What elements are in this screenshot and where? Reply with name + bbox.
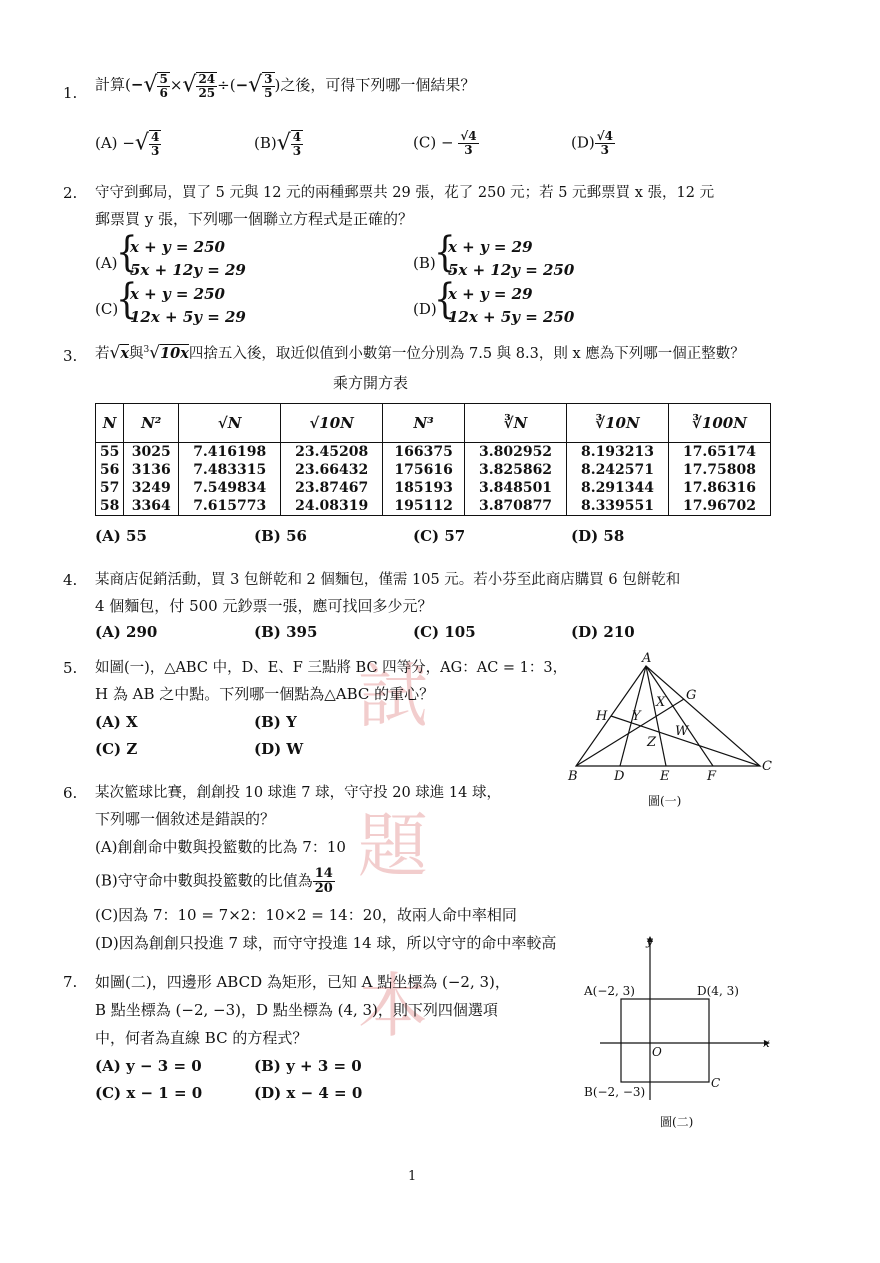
fig1-label-y: Y [632,709,641,724]
q7-line-2: B 點坐標為 (−2, −3)，D 點坐標為 (4, 3)，則下列四個選項 [95,1001,498,1019]
table-header-cell: ∛N [465,404,567,443]
stamp-watermark-char2: 題 [358,805,428,887]
table-header-row [96,404,771,443]
q7-line-3: 中，何者為直線 BC 的方程式？ [95,1029,308,1047]
fig1-label-h: H [596,709,608,724]
fig1-label-c: C [762,759,772,774]
fig2-label-d: D(4, 3) [697,984,739,998]
figure-2-coordinate-plane [580,930,780,1140]
table-header-cell: ∛10N [567,404,669,443]
question-1-stem [95,72,475,99]
q3-stem: 若√x與$^3$√10x四捨五入後，取近似值到小數第一位分別為 7.5 與 8.3，則 x 應為下列哪一個正整數？ [95,343,745,363]
q6-line-1: 某次籃球比賽，創創投 10 球進 7 球，守守投 20 球進 14 球， [95,785,501,801]
table-header-cell: N² [124,404,179,443]
fig1-label-g: G [686,688,697,703]
q7-line-1: 如圖(二)，四邊形 ABCD 為矩形，已知 A 點坐標為 (−2, 3)， [95,973,510,991]
figure-2-caption: 圖(二) [660,1115,694,1129]
stamp-watermark-char1: 試 [358,655,428,737]
question-6-number: 6. [63,784,78,802]
q1-radical-3: √ $\frac{3}{5}$ [248,72,273,100]
q4-line-2: 4 個麵包，付 500 元鈔票一張，應可找回多少元？ [95,597,433,615]
fig2-axis-y-label: y [646,934,653,948]
table-header-cell: √N [179,404,281,443]
q4-option-d: (D) 210 [571,623,635,641]
q1-minus-1: − [130,75,144,94]
q1-divide: ÷( [217,76,236,95]
q3-option-c: (C) 57 [413,527,466,545]
q5-line-2: H 為 AB 之中點。下列哪一個點為△ABC 的重心？ [95,685,435,703]
q4-option-b: (B) 395 [254,623,318,641]
fig2-label-c: C [711,1076,721,1090]
q6-line-2: 下列哪一個敘述是錯誤的？ [95,810,276,828]
q1-option-b: (B)√ $\frac{4}{3}$ [254,130,302,158]
figure-1-triangle [560,650,780,820]
fig1-label-x: X [656,695,666,710]
q1-option-d: (D) $\frac{√4}{3}$ [571,129,613,157]
question-4-number: 4. [63,571,78,589]
q7-option-b: (B) y + 3 = 0 [254,1057,362,1075]
fig1-label-a: A [642,651,652,666]
q2-option-d-label: (D) [413,300,437,318]
table-row: 58 3364 7.615773 24.08319 195112 3.870877 8.339551 17.96702 [96,497,771,516]
fig1-label-z: Z [647,735,657,750]
fig1-label-e: E [660,769,670,784]
q3-table-title: 乘方開方表 [333,374,409,392]
fig1-label-d: D [614,769,625,784]
q5-line-1: 如圖(一)，△ABC 中，D、E、F 三點將 BC 四等分，AG：AC = 1：3， [95,660,568,676]
q1-radical-1: √ $\frac{5}{6}$ [143,72,168,100]
fig2-label-a: A(−2, 3) [584,984,635,998]
q2-line-1: 守守到郵局，買了 5 元與 12 元的兩種郵票共 29 張，花了 250 元；若 5 元郵票買 x 張，12 元 [95,185,715,201]
q1-radical-2: √ $\frac{24}{25}$ [182,72,216,100]
fig1-label-f: F [707,769,717,784]
q3-option-b: (B) 56 [254,527,307,545]
fig1-label-w: W [675,724,689,739]
q4-line-1: 某商店促銷活動，買 3 包餅乾和 2 個麵包，僅需 105 元。若小芬至此商店購買 6 包餅乾和 [95,572,681,588]
q1-times: × [169,76,183,95]
q6-option-d: (D)因為創創只投進 7 球，而守守投進 14 球，所以守守的命中率較高 [95,934,557,952]
q5-option-c: (C) Z [95,740,138,758]
q6-option-a: (A)創創命中數與投籃數的比為 7：10 [95,838,346,856]
q2-line-2: 郵票買 y 張，下列哪一個聯立方程式是正確的？ [95,210,414,228]
q5-option-d: (D) W [254,740,304,758]
question-7-number: 7. [63,973,78,991]
q7-option-c: (C) x − 1 = 0 [95,1084,203,1102]
square-root-table [95,403,771,516]
q6-option-b: (B)守守命中數與投籃數的比值為 $\frac{14}{20}$ [95,866,333,896]
fig2-label-b: B(−2, −3) [584,1085,646,1099]
q1-option-a: (A) −√ $\frac{4}{3}$ [95,130,160,158]
q1-minus-2: − [235,76,249,95]
table-header-cell: √10N [281,404,383,443]
q1-option-c: (C) − $\frac{√4}{3}$ [413,129,477,157]
q4-option-a: (A) 290 [95,623,158,641]
table-row: 56 3136 7.483315 23.66432 175616 3.825862 8.242571 17.75808 [96,461,771,479]
stamp-watermark-char3: 本 [358,965,428,1047]
q7-option-d: (D) x − 4 = 0 [254,1084,363,1102]
q3-option-a: (A) 55 [95,527,147,545]
q3-option-d: (D) 58 [571,527,625,545]
fig2-label-o: O [652,1045,662,1059]
question-1-number: 1. [63,84,78,102]
fig2-axis-x-label: x [763,1036,770,1050]
q5-option-a: (A) X [95,713,138,731]
table-header-cell: ∛100N [668,404,770,443]
page-number: 1 [408,1169,417,1184]
table-header-cell: N³ [383,404,465,443]
table-row: 57 3249 7.549834 23.87467 185193 3.848501 8.291344 17.86316 [96,479,771,497]
question-5-number: 5. [63,659,78,677]
q2-option-c-label: (C) [95,300,119,318]
q6-option-c: (C)因為 7：10 = 7×2：10×2 = 14：20，故兩人命中率相同 [95,906,517,924]
q7-option-a: (A) y − 3 = 0 [95,1057,202,1075]
table-row: 55 3025 7.416198 23.45208 166375 3.802952 8.193213 17.65174 [96,443,771,462]
q2-option-a-label: (A) [95,254,118,272]
fig1-label-b: B [568,769,578,784]
q2-option-b-label: (B) [413,254,436,272]
q1-pre-text: 計算( [95,75,131,94]
q1-post-text: )之後，可得下列哪一個結果？ [274,76,476,95]
question-3-number: 3. [63,347,78,365]
q5-option-b: (B) Y [254,713,297,731]
q4-option-c: (C) 105 [413,623,476,641]
figure-1-caption: 圖(一) [648,794,682,808]
question-2-number: 2. [63,184,78,202]
table-header-cell: N [96,404,124,443]
